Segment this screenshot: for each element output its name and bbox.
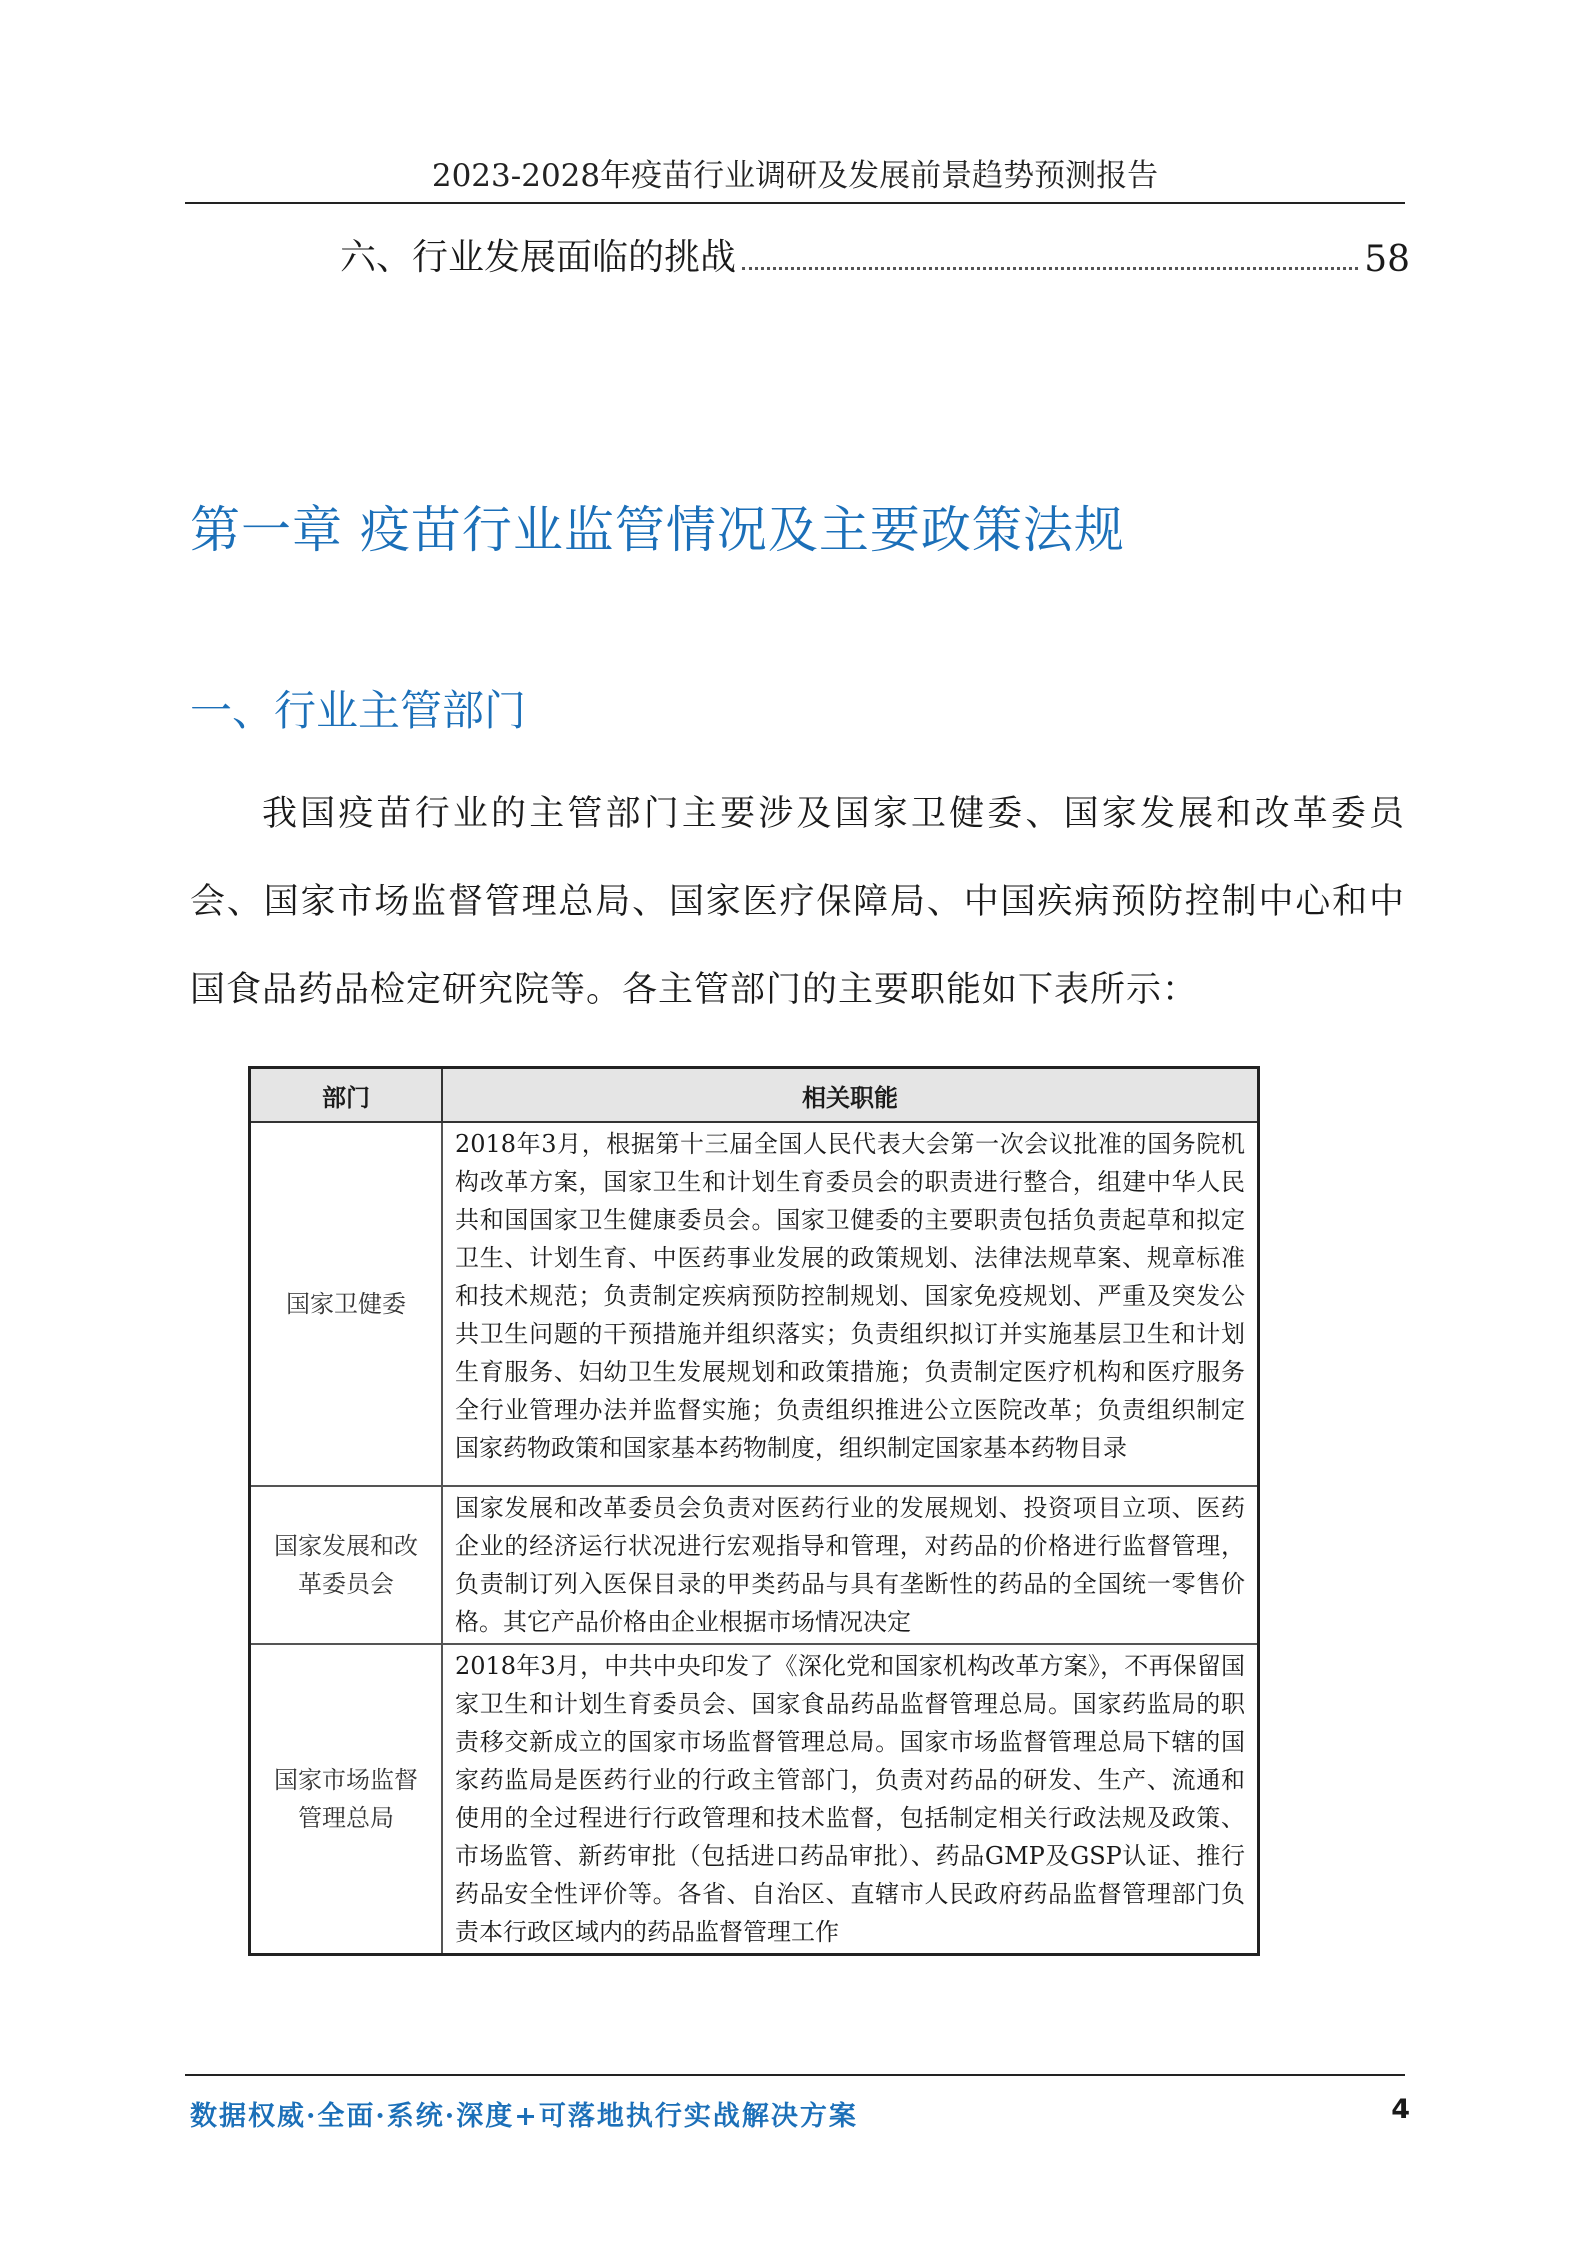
footer-slogan: 数据权威·全面·系统·深度+可落地执行实战解决方案 <box>190 2101 858 2132</box>
dept-cell: 国家发展和改革委员会 <box>250 1486 443 1644</box>
table-row <box>250 1122 1259 1486</box>
function-cell: 2018年3月，根据第十三届全国人民代表大会第一次会议批准的国务院机构改革方案，国家卫生和计划生育委员会的职责进行整合，组建中华人民共和国国家卫生健康委员会。国家卫健委的主要职责包括负责起草和拟定卫生、计划生育、中医药事业发展的政策规划、法律法规草案、规章标准和技术规范；负责制定疾病预防控制规划、国家免疫规划、严重及突发公共卫生问题的干预措施并组织落实；负责组织拟订并实施基层卫生和计划生育服务、妇幼卫生发展规划和政策措施；负责制定医疗机构和医疗服务全行业管理办法并监督实施；负责组织推进公立医院改革；负责组织制定国家药物政策和国家基本药物制度，组织制定国家基本药物目录 <box>442 1122 1259 1486</box>
page-number: 4 <box>1391 2094 1410 2125</box>
function-cell: 2018年3月，中共中央印发了《深化党和国家机构改革方案》，不再保留国家卫生和计划生育委员会、国家食品药品监督管理总局。国家药监局的职责移交新成立的国家市场监督管理总局。国家市场监督管理总局下辖的国家药监局是医药行业的行政主管部门，负责对药品的研发、生产、流通和使用的全过程进行行政管理和技术监督，包括制定相关行政法规及政策、市场监管、新药审批（包括进口药品审批）、药品GMP及GSP认证、推行药品安全性评价等。各省、自治区、直辖市人民政府药品监督管理部门负责本行政区域内的药品监督管理工作 <box>442 1644 1259 1955</box>
column-header-dept: 部门 <box>250 1068 443 1123</box>
toc-page-number: 58 <box>1364 239 1410 280</box>
table-header-row <box>250 1068 1259 1123</box>
chapter-title: 第一章 疫苗行业监管情况及主要政策法规 <box>190 501 1125 559</box>
dept-cell: 国家市场监督管理总局 <box>250 1644 443 1955</box>
dept-cell: 国家卫健委 <box>250 1122 443 1486</box>
departments-table <box>248 1066 1260 1956</box>
column-header-function: 相关职能 <box>442 1068 1259 1123</box>
toc-leader-dots <box>742 267 1358 270</box>
header-divider <box>185 202 1405 204</box>
table-row <box>250 1644 1259 1955</box>
toc-entry[interactable] <box>340 228 1410 280</box>
intro-paragraph: 我国疫苗行业的主管部门主要涉及国家卫健委、国家发展和改革委员会、国家市场监督管理总局、国家医疗保障局、中国疾病预防控制中心和中国食品药品检定研究院等。各主管部门的主要职能如下表所示： <box>190 794 1405 1010</box>
footer-divider <box>185 2074 1405 2076</box>
table-row <box>250 1486 1259 1644</box>
function-cell: 国家发展和改革委员会负责对医药行业的发展规划、投资项目立项、医药企业的经济运行状况进行宏观指导和管理，对药品的价格进行监督管理，负责制订列入医保目录的甲类药品与具有垄断性的药品的全国统一零售价格。其它产品价格由企业根据市场情况决定 <box>442 1486 1259 1644</box>
toc-entry-label: 六、行业发展面临的挑战 <box>340 237 737 278</box>
section-title: 一、行业主管部门 <box>190 686 527 735</box>
running-header: 2023-2028年疫苗行业调研及发展前景趋势预测报告 <box>431 158 1159 194</box>
